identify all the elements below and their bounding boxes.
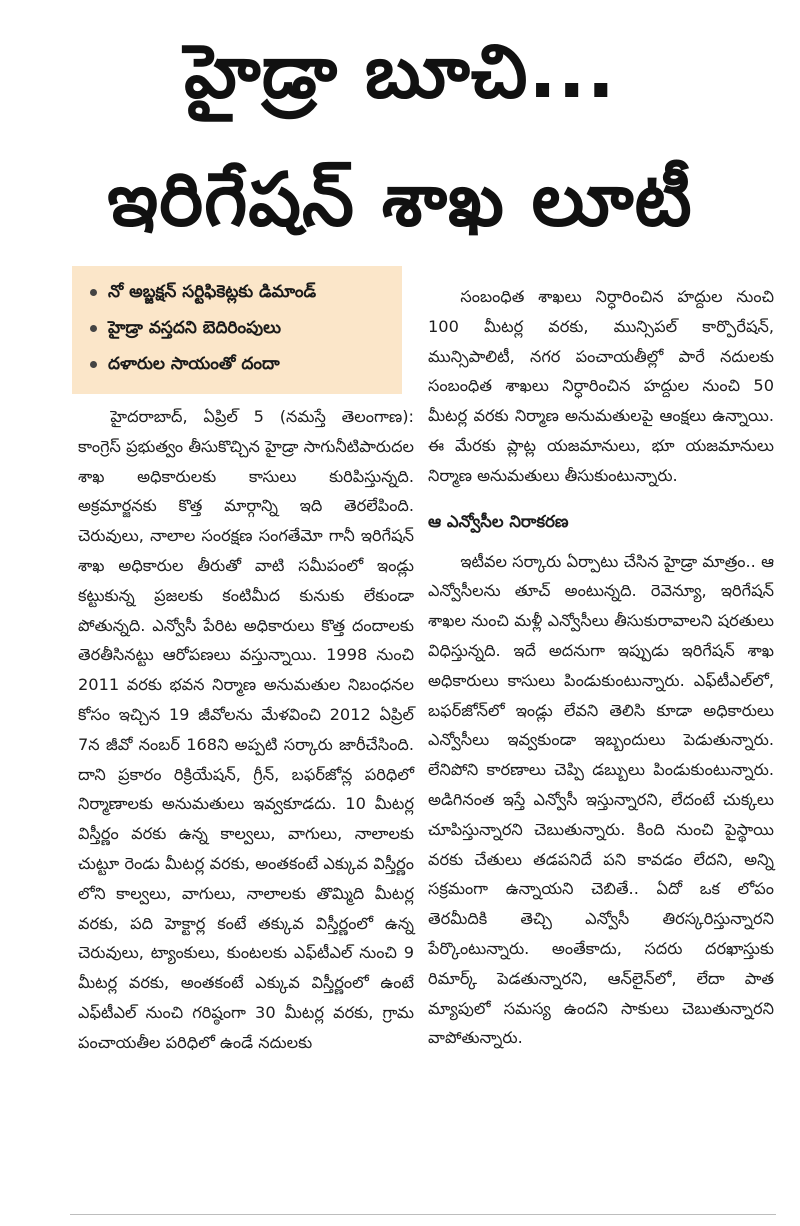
bottom-divider — [70, 1214, 776, 1215]
article-paragraph: హైదరాబాద్, ఏప్రిల్ 5 (నమస్తే తెలంగాణ): కాంగ్రెస్ ప్రభుత్వం తీసుకొచ్చిన హైడ్రా సాగునీటిపారుదల శాఖ అధికారులకు కాసులు కురిపిస్తున్నది. అక్రమార్జనకు కొత్త మార్గాన్ని ఇది తెరలేపింది. చెరువులు, నాలాల సంరక్షణ సంగతేమో గానీ ఇరిగేషన్ శాఖ అధికారుల తీరుతో వాటి సమీపంలో ఇండ్లు కట్టుకున్న ప్రజలకు కంటిమీద కునుకు లేకుండా పోతున్నది. ఎన్వోసీ పేరిట అధికారులు కొత్త దందాలకు తెరతీసినట్టు ఆరోపణలు వస్తున్నాయి. 1998 నుంచి 2011 వరకు భవన నిర్మాణ అనుమతుల నిబంధనల కోసం ఇచ్చిన 19 జీవోలను మేళవించి 2012 ఏప్రిల్ 7న జీవో నంబర్ 168ని అప్పటి సర్కారు జారీచేసింది. దాని ప్రకారం రిక్రియేషన్, గ్రీన్, బఫర్‌జోన్ల పరిధిలో నిర్మాణాలకు అనుమతులు ఇవ్వకూడదు. 10 మీటర్ల విస్తీర్ణం వరకు ఉన్న కాల్వలు, వాగులు, నాలాలకు చుట్టూ రెండు మీటర్ల వరకు, అంతకంటే ఎక్కువ విస్తీర్ణం లోని కాల్వలు, వాగులు, నాలాలకు తొమ్మిది మీటర్ల వరకు, పది హెక్టార్ల కంటే తక్కువ విస్తీర్ణంలో ఉన్న చెరువులు, ట్యాంకులు, కుంటలకు ఎఫ్‌టీఎల్ నుంచి 9 మీటర్ల వరకు, అంతకంటే ఎక్కువ విస్తీర్ణంలో ఉంటే ఎఫ్‌టీఎల్ నుంచి గరిష్ఠంగా 30 మీటర్ల వరకు, గ్రామ పంచాయతీల పరిధిలో ఉండే నదులకు — [78, 407, 414, 1052]
highlight-item: హైడ్రా వస్తదని బెదిరింపులు — [86, 310, 392, 346]
highlight-item: నో అబ్జక్షన్ సర్టిఫికెట్లకు డిమాండ్ — [86, 274, 392, 310]
headline-line-1: హైడ్రా బూచి... — [184, 29, 616, 115]
highlights-list — [86, 274, 392, 382]
article-paragraph: ఇటీవల సర్కారు ఏర్పాటు చేసిన హైడ్రా మాత్రం.. ఆ ఎన్వోసీలను తూచ్ అంటున్నది. రెవెన్యూ, ఇరిగేషన్ శాఖల నుంచి మళ్లీ ఎన్వోసీలు తీసుకురావాలని షరతులు విధిస్తున్నది. ఇదే అదనుగా ఇప్పుడు ఇరిగేషన్ శాఖ అధికారులు కాసులు పిండుకుంటున్నారు. ఎఫ్‌టీఎల్‌లో, బఫర్‌జోన్‌లో ఇండ్లు లేవని తెలిసి కూడా అధికారులు ఎన్వోసీలు ఇవ్వకుండా ఇబ్బందులు పెడుతున్నారు. లేనిపోని కారణాలు చెప్పి డబ్బులు పిండుకుంటున్నారు. అడిగినంత ఇస్తే ఎన్వోసీ ఇస్తున్నారని, లేదంటే చుక్కలు చూపిస్తున్నారని చెబుతున్నారు. కింది నుంచి పైస్థాయి వరకు చేతులు తడపనిదే పని కావడం లేదని, అన్ని సక్రమంగా ఉన్నాయని చెబితే.. ఏదో ఒక లోపం తెరమీదికి తెచ్చి ఎన్వోసీ తిరస్కరిస్తున్నారని పేర్కొంటున్నారు. అంతేకాదు, సదరు దరఖాస్తుకు రిమార్క్ పెడతున్నారని, ఆన్‌లైన్‌లో, లేదా పాత మ్యాపులో సమస్య ఉందని సాకులు చెబుతున్నారని వాపోతున్నారు. — [428, 551, 774, 1048]
highlight-item: దళారుల సాయంతో దందా — [86, 346, 392, 382]
article-column-right — [428, 282, 774, 1053]
article-column-left — [78, 402, 414, 1058]
article-paragraph: సంబంధిత శాఖలు నిర్ధారించిన హద్దుల నుంచి 100 మీటర్ల వరకు, మున్సిపల్ కార్పొరేషన్, మున్సిపాలిటీ, నగర పంచాయతీల్లో పారే నదులకు సంబంధిత శాఖలు నిర్ధారించిన హద్దుల నుంచి 50 మీటర్ల వరకు నిర్మాణ అనుమతులపై ఆంక్షలు ఉన్నాయి. ఈ మేరకు ప్లాట్ల యజమానులు, భూ యజమానులు నిర్మాణ అనుమతులు తీసుకుంటున్నారు. — [428, 287, 774, 485]
section-subhead: ఆ ఎన్వోసీల నిరాకరణ — [428, 511, 569, 531]
highlights-box — [72, 266, 402, 394]
headline-line-2: ఇరిగేషన్ శాఖ లూటీ — [107, 157, 693, 243]
